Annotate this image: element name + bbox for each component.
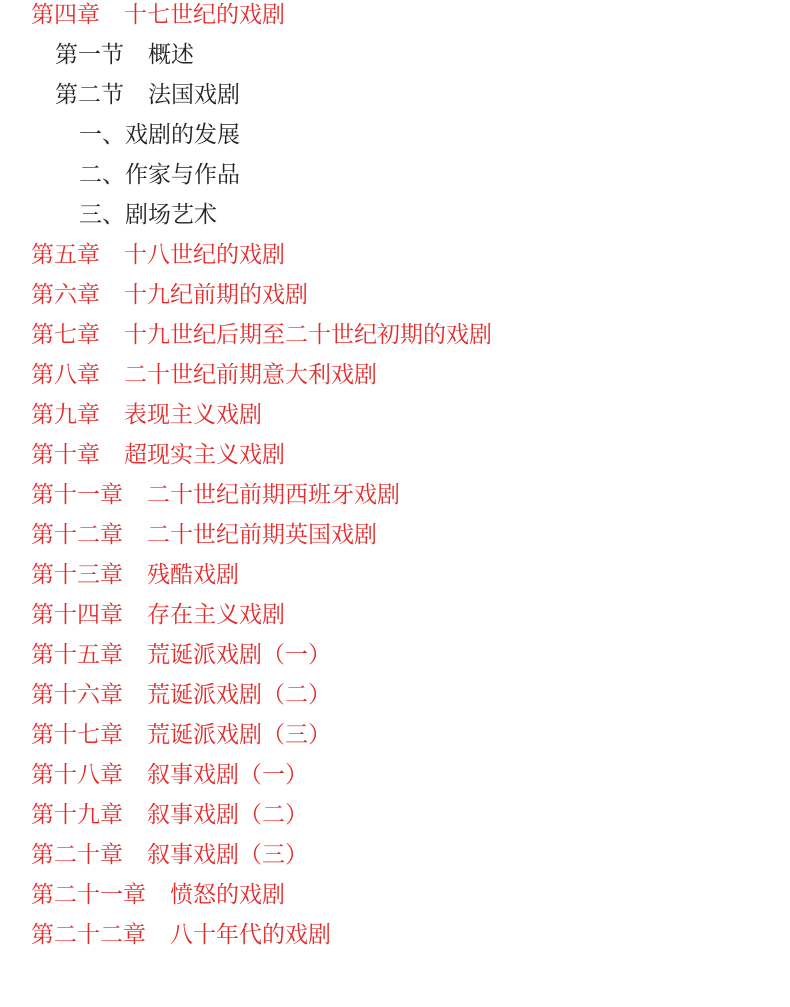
toc-chapter-link[interactable] <box>0 320 790 360</box>
toc-chapter-link[interactable] <box>0 920 790 960</box>
toc-entry-title: 二十世纪前期意大利戏剧 <box>124 362 377 388</box>
toc-entry-number: 第十四章 <box>31 602 123 628</box>
toc-entry-number: 第十章 <box>31 442 100 468</box>
toc-subsection-link[interactable] <box>0 200 790 240</box>
toc-chapter-link[interactable] <box>0 640 790 680</box>
toc-subsection-link[interactable] <box>0 160 790 200</box>
toc-entry-title: 八十年代的戏剧 <box>170 922 331 948</box>
toc-chapter-link[interactable] <box>0 0 790 40</box>
toc-entry-number: 第十一章 <box>31 482 123 508</box>
toc-entry-title: 表现主义戏剧 <box>124 402 262 428</box>
toc-entry-title: 荒诞派戏剧（一） <box>147 642 331 668</box>
toc-entry-title: 法国戏剧 <box>148 82 240 108</box>
toc-chapter-link[interactable] <box>0 600 790 640</box>
toc-entry-title: 二十世纪前期英国戏剧 <box>147 522 377 548</box>
toc-section-link[interactable] <box>0 40 790 80</box>
toc-chapter-link[interactable] <box>0 800 790 840</box>
toc-entry-title: 概述 <box>148 42 194 68</box>
toc-entry-number: 第八章 <box>31 362 100 388</box>
toc-entry-title: 十九纪前期的戏剧 <box>124 282 308 308</box>
toc-entry-number: 第二十一章 <box>31 882 146 908</box>
toc-chapter-link[interactable] <box>0 240 790 280</box>
toc-subsection-link[interactable] <box>0 120 790 160</box>
toc-entry-number: 第五章 <box>31 242 100 268</box>
toc-entry-title: 二、作家与作品 <box>79 162 240 188</box>
toc-entry-title: 荒诞派戏剧（三） <box>147 722 331 748</box>
toc-chapter-link[interactable] <box>0 360 790 400</box>
toc-entry-title: 三、剧场艺术 <box>79 202 217 228</box>
toc-entry-number: 第七章 <box>31 322 100 348</box>
toc-chapter-link[interactable] <box>0 400 790 440</box>
toc-chapter-link[interactable] <box>0 720 790 760</box>
toc-entry-number: 第十五章 <box>31 642 123 668</box>
toc-entry-title: 一、戏剧的发展 <box>79 122 240 148</box>
toc-entry-number: 第二十章 <box>31 842 123 868</box>
toc-entry-title: 二十世纪前期西班牙戏剧 <box>147 482 400 508</box>
toc-entry-title: 超现实主义戏剧 <box>124 442 285 468</box>
toc-entry-number: 第二十二章 <box>31 922 146 948</box>
toc-section-link[interactable] <box>0 80 790 120</box>
toc-chapter-link[interactable] <box>0 760 790 800</box>
toc-entry-number: 第二节 <box>55 82 124 108</box>
toc-entry-title: 叙事戏剧（一） <box>147 762 308 788</box>
toc-entry-number: 第四章 <box>31 2 100 28</box>
toc-chapter-link[interactable] <box>0 520 790 560</box>
toc-entry-number: 第一节 <box>55 42 124 68</box>
toc-entry-number: 第十七章 <box>31 722 123 748</box>
toc-entry-number: 第十八章 <box>31 762 123 788</box>
toc-entry-number: 第十九章 <box>31 802 123 828</box>
toc-entry-title: 愤怒的戏剧 <box>170 882 285 908</box>
toc-entry-number: 第六章 <box>31 282 100 308</box>
toc-entry-number: 第九章 <box>31 402 100 428</box>
toc-chapter-link[interactable] <box>0 480 790 520</box>
toc-chapter-link[interactable] <box>0 880 790 920</box>
toc-entry-title: 十七世纪的戏剧 <box>124 2 285 28</box>
toc-chapter-link[interactable] <box>0 560 790 600</box>
toc-entry-title: 叙事戏剧（二） <box>147 802 308 828</box>
toc-entry-title: 叙事戏剧（三） <box>147 842 308 868</box>
toc-chapter-link[interactable] <box>0 680 790 720</box>
toc-chapter-link[interactable] <box>0 280 790 320</box>
toc-entry-title: 残酷戏剧 <box>147 562 239 588</box>
toc-chapter-link[interactable] <box>0 840 790 880</box>
toc-entry-title: 十九世纪后期至二十世纪初期的戏剧 <box>124 322 492 348</box>
toc-entry-title: 荒诞派戏剧（二） <box>147 682 331 708</box>
toc-entry-number: 第十六章 <box>31 682 123 708</box>
toc-chapter-link[interactable] <box>0 440 790 480</box>
toc-entry-number: 第十三章 <box>31 562 123 588</box>
toc-entry-number: 第十二章 <box>31 522 123 548</box>
toc-entry-title: 十八世纪的戏剧 <box>124 242 285 268</box>
toc-entry-title: 存在主义戏剧 <box>147 602 285 628</box>
